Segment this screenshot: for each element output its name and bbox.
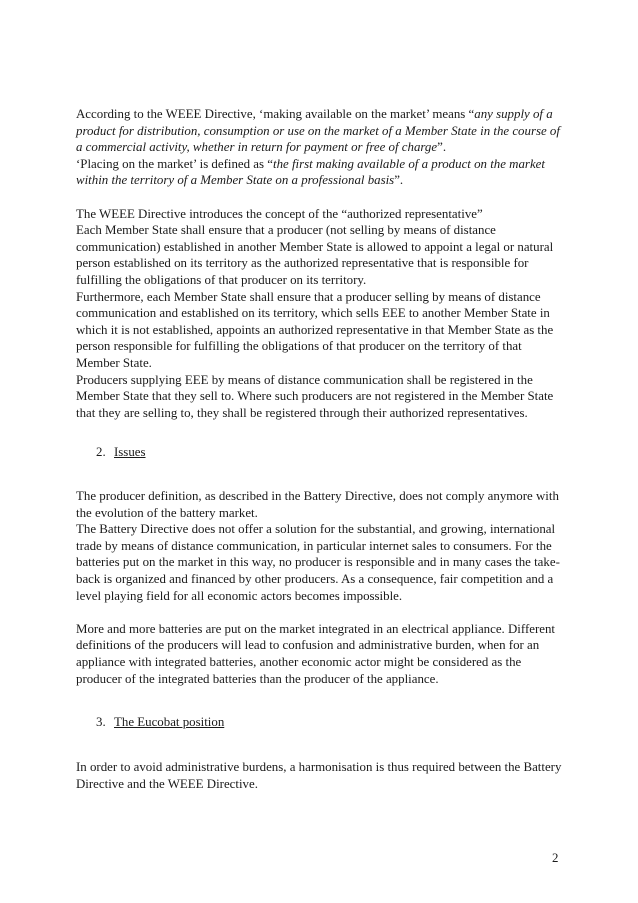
text: ‘Placing on the market’ is defined as “ (76, 156, 273, 171)
section-number: 2. (96, 444, 106, 459)
authorized-representative-intro: The WEEE Directive introduces the concept of the “authorized representative” (76, 206, 483, 221)
section-title: Issues (114, 444, 146, 459)
section-heading-eucobat-position (76, 714, 562, 731)
spacer (76, 747, 562, 759)
text: ”. (437, 140, 447, 155)
issues-paragraph: More and more batteries are put on the market integrated in an electrical appliance. Different definitions of the producers will lead to confusion and administrative burden, when for an appliance with integrated batteries, another economic actor might be considered as the producer of the integrated batteries than the producer of the appliance. (76, 621, 556, 686)
placing-on-market-definition (76, 156, 562, 189)
section-number: 3. (96, 714, 106, 729)
italic-quote: any supply of a product for distribution, consumption or use on the market of a Member State in the course of a commercial activity, whether in return for payment or free of charge (76, 107, 560, 155)
spacer (76, 687, 562, 704)
spacer (76, 421, 562, 438)
spacer (76, 704, 562, 714)
text: ”. (394, 173, 404, 188)
spacer (76, 477, 562, 488)
section-heading-issues (76, 444, 562, 461)
spacer (76, 189, 562, 206)
distance-communication-paragraph: Furthermore, each Member State shall ensure that a producer selling by means of distance communication and established on its territory, which sells EEE to another Member State in which it is not established, appoints an authorized representative in that Member State as the person responsible for fulfilling the obligations of that producer on the territory of that Member State. (76, 289, 554, 370)
spacer (76, 604, 562, 621)
page-number: 2 (552, 851, 559, 865)
section-title: The Eucobat position (114, 714, 225, 729)
spacer (76, 730, 562, 747)
making-available-definition (76, 106, 562, 156)
issues-paragraph: The producer definition, as described in the Battery Directive, does not comply anymore with the evolution of the battery market. (76, 489, 559, 520)
authorized-representative-paragraph: Each Member State shall ensure that a producer (not selling by means of distance communication) established in another Member State is allowed to appoint a legal or natural person established on its territory as the authorized representative that is responsible for fulfilling the obligations of that producer on its territory. (76, 223, 554, 287)
registration-paragraph: Producers supplying EEE by means of distance communication shall be registered in the Member State that they sell to. Where such producers are not registered in the Member State that they are selling to, they shall be registered through their authorized representatives. (76, 372, 554, 420)
italic-quote: the first making available of a product on the market within the territory of a Member State on a professional basis (76, 156, 545, 188)
eucobat-paragraph: In order to avoid administrative burdens, a harmonisation is thus required between the Battery Directive and the WEEE Directive. (76, 759, 562, 791)
issues-paragraph: The Battery Directive does not offer a solution for the substantial, and growing, international trade by means of distance communication, in particular internet sales to consumers. For the batteries put on the market in this way, no producer is responsible and in many cases the take-back is organized and financed by other producers. As a consequence, fair competition and a level playing field for all economic actors becomes impossible. (76, 522, 560, 603)
document-body (76, 106, 562, 792)
text: According to the WEEE Directive, ‘making available on the market’ means “ (76, 107, 475, 121)
spacer (76, 460, 562, 477)
